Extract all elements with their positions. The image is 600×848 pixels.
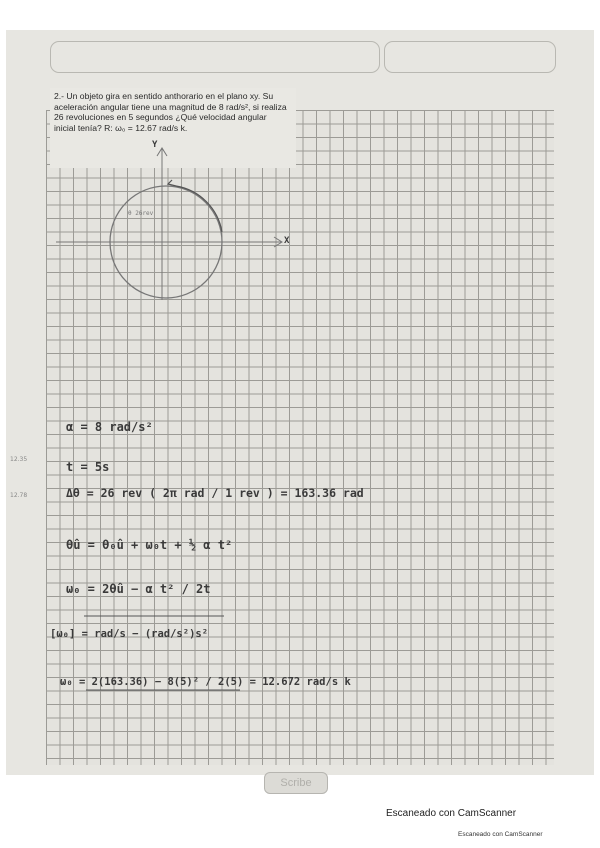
camscanner-footer-small: Escaneado con CamScanner <box>458 831 543 838</box>
problem-line-1: 2.- Un objeto gira en sentido anthorario en el plano xy. Su <box>54 91 274 101</box>
alpha-line: α = 8 rad/s² <box>66 420 153 434</box>
time-line: t = 5s <box>66 460 110 474</box>
margin-note-2: 12.78 <box>10 492 28 499</box>
scribe-logo: Scribe <box>264 772 328 794</box>
rotation-arrow <box>176 186 222 232</box>
problem-line-4: inicial tenía? R: ω₀ = 12.67 rad/s k. <box>54 122 188 133</box>
x-axis-label: X <box>284 236 290 246</box>
result-line: ω₀ = 2(163.36) − 8(5)² / 2(5) = 12.672 rad/s k <box>60 676 351 688</box>
units-line: [ω₀] = rad/s − (rad/s²)s² <box>50 628 209 640</box>
y-axis-label: Y <box>152 140 158 150</box>
camscanner-footer: Escaneado con CamScanner <box>386 808 517 819</box>
theta-label: θ 26rev <box>128 210 154 217</box>
problem-line-2: aceleración angular tiene una magnitud de 8 rad/s², si realiza <box>54 101 287 112</box>
solve-line: ω₀ = 2θû − α t² / 2t <box>66 582 211 596</box>
margin-note-1: 12.35 <box>10 456 28 463</box>
rotation-arrowhead <box>168 180 176 186</box>
problem-line-3: 26 revoluciones en 5 segundos ¿Qué velocidad angular <box>54 112 267 122</box>
delta-theta-line: Δθ = 26 rev ( 2π rad / 1 rev ) = 163.36 rad <box>66 486 364 500</box>
equation-line: θû = θ₀û + ω₀t + ½ α t² <box>66 538 233 552</box>
